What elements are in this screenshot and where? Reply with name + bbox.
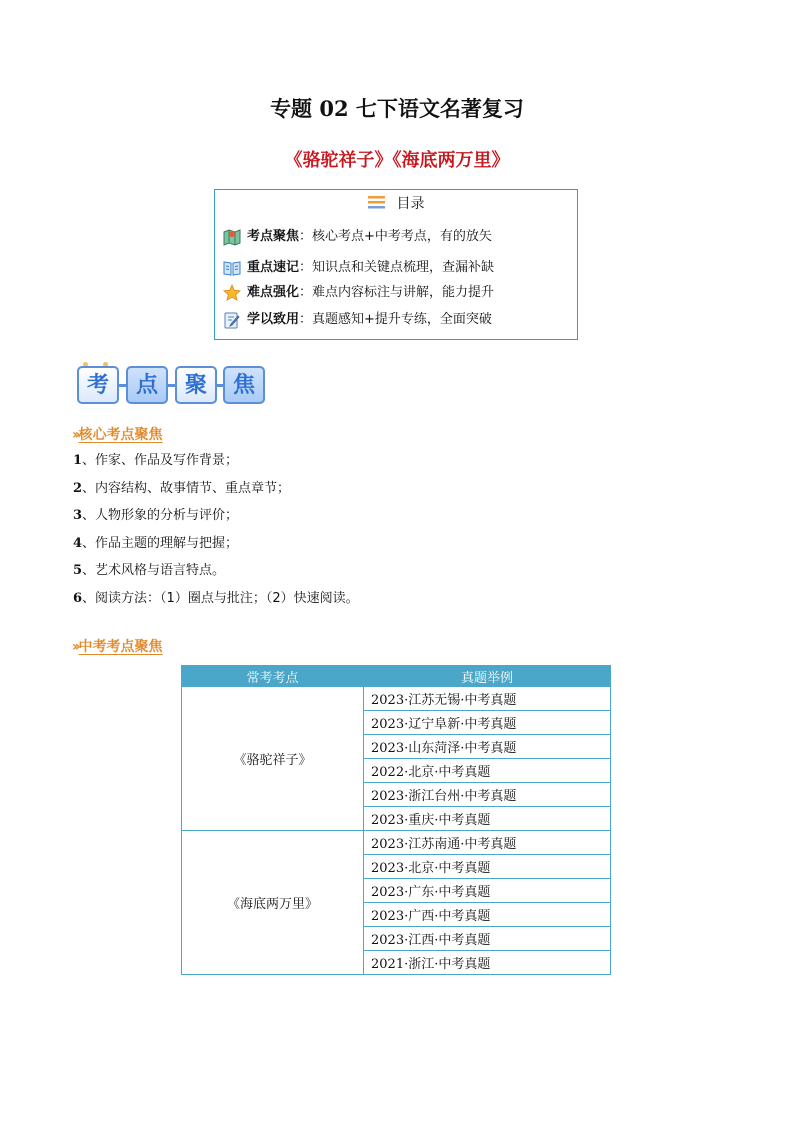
core-section-heading	[72, 424, 163, 444]
example-cell: 2023·广西·中考真题	[364, 903, 611, 927]
list-icon	[368, 196, 385, 213]
toc-heading	[215, 193, 577, 213]
toc-item-desc: ：核心考点+中考考点，有的放矢	[299, 229, 492, 244]
double-chevron-icon: ››	[72, 427, 78, 443]
toc-item-memo[interactable]	[223, 256, 494, 277]
example-cell: 2023·辽宁阜新·中考真题	[364, 711, 611, 735]
column-header: 常考考点	[182, 666, 364, 687]
point-number: 2	[73, 480, 83, 496]
table-row	[182, 831, 611, 855]
point-number: 4	[73, 535, 83, 551]
toc-item-label: 重点速记	[247, 260, 300, 275]
toc-item-label: 考点聚焦	[247, 229, 300, 244]
list-item	[73, 535, 359, 563]
star-icon	[223, 284, 241, 302]
point-number: 1	[73, 453, 83, 468]
point-text: 、艺术风格与语言特点。	[82, 563, 226, 578]
banner-tile: 考	[77, 366, 119, 404]
point-text: 、作家、作品及写作背景；	[82, 453, 239, 468]
point-number: 6	[73, 590, 83, 606]
toc-box	[214, 189, 578, 340]
book-cell: 《骆驼祥子》	[182, 687, 364, 831]
example-cell: 2023·广东·中考真题	[364, 879, 611, 903]
example-cell: 2023·江西·中考真题	[364, 927, 611, 951]
example-cell: 2023·北京·中考真题	[364, 855, 611, 879]
toc-item-focus[interactable]	[223, 225, 492, 246]
list-item	[73, 507, 359, 535]
map-icon	[223, 228, 241, 246]
list-item	[73, 452, 359, 480]
point-text: 、人物形象的分析与评价；	[82, 508, 239, 523]
list-item	[73, 590, 359, 618]
core-points-list	[73, 452, 359, 617]
table-row	[182, 687, 611, 711]
example-cell: 2023·江苏南通·中考真题	[364, 831, 611, 855]
table-header-row	[182, 666, 611, 687]
example-cell: 2021·浙江·中考真题	[364, 951, 611, 975]
toc-item-desc: ：知识点和关键点梳理，查漏补缺	[299, 260, 495, 275]
banner-tile: 焦	[223, 366, 265, 404]
point-number: 5	[73, 563, 83, 578]
point-text: 、内容结构、故事情节、重点章节；	[82, 480, 291, 496]
page-title: 专题 02 七下语文名著复习	[270, 96, 524, 121]
point-number: 3	[73, 508, 83, 523]
core-section-heading-text: 核心考点聚焦	[78, 427, 163, 443]
toc-item-label: 难点强化	[247, 285, 300, 300]
banner-tile: 点	[126, 366, 168, 404]
book-cell: 《海底两万里》	[182, 831, 364, 975]
edit-icon	[223, 311, 241, 329]
book-icon	[223, 259, 241, 277]
toc-item-practice[interactable]	[223, 308, 492, 329]
exam-table	[181, 665, 611, 975]
example-cell: 2023·山东菏泽·中考真题	[364, 735, 611, 759]
example-cell: 2023·浙江台州·中考真题	[364, 783, 611, 807]
column-header: 真题举例	[364, 666, 611, 687]
toc-item-label: 学以致用	[247, 312, 300, 327]
point-text: 、阅读方法：（1）圈点与批注；（2）快速阅读。	[82, 590, 359, 606]
exam-section-heading	[72, 636, 163, 656]
double-chevron-icon: ››	[72, 639, 78, 655]
list-item	[73, 562, 359, 590]
page-subtitle: 《骆驼祥子》《海底两万里》	[284, 150, 510, 171]
toc-item-desc: ：难点内容标注与讲解，能力提升	[299, 285, 495, 300]
section-banner	[77, 364, 267, 408]
exam-section-heading-text: 中考考点聚焦	[78, 639, 163, 655]
example-cell: 2023·江苏无锡·中考真题	[364, 687, 611, 711]
point-text: 、作品主题的理解与把握；	[82, 535, 239, 551]
list-item	[73, 480, 359, 508]
example-cell: 2022·北京·中考真题	[364, 759, 611, 783]
banner-tile: 聚	[175, 366, 217, 404]
example-cell: 2023·重庆·中考真题	[364, 807, 611, 831]
toc-item-desc: ：真题感知+提升专练，全面突破	[299, 312, 492, 327]
toc-item-difficulty[interactable]	[223, 281, 494, 302]
toc-heading-text: 目录	[396, 196, 425, 212]
